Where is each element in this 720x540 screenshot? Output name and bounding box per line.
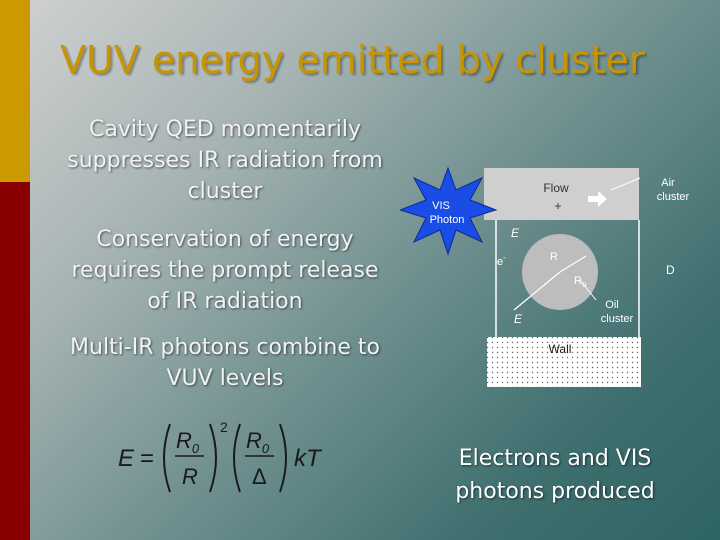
vis-label: VIS: [432, 200, 450, 212]
eq-lhs: E: [118, 445, 135, 472]
bullet-conservation: Conservation of energy requires the prompt release of IR radiation: [71, 227, 379, 314]
air-label: Air: [661, 177, 675, 189]
cluster-diagram: [400, 160, 700, 400]
bullet-multi-ir: Multi-IR photons combine to VUV levels: [70, 335, 380, 391]
gold-accent-bar: [0, 0, 30, 182]
slide-title: VUV energy emitted by cluster: [60, 38, 645, 82]
flow-plus-label: +: [554, 199, 562, 213]
svg-text:R0: $R_0$: [176, 428, 200, 456]
photon-label: Photon: [429, 214, 465, 226]
red-accent-bar: [0, 182, 30, 540]
eq-kt: kT: [294, 445, 321, 472]
oil-cluster-label: cluster: [600, 313, 634, 325]
flow-label: Flow: [543, 181, 569, 195]
eq-exponent: 2: [220, 419, 228, 435]
distance-d-label: D: [666, 263, 675, 277]
eq-delta: Δ: [252, 464, 267, 489]
caption-electrons-photons: Electrons and VIS photons produced: [455, 446, 655, 504]
eq-r-denominator: R: [182, 464, 198, 489]
electron-label: e-: [497, 253, 506, 268]
field-e-top-label: E: [511, 226, 520, 240]
air-cluster-label: cluster: [656, 191, 690, 203]
radius-r0-label: $R_o$: [574, 275, 587, 289]
bullet-cavity-qed: Cavity QED momentarily suppresses IR radiation from cluster: [67, 117, 383, 204]
field-e-bottom-label: E: [514, 312, 523, 326]
wall-label: Wall: [548, 342, 572, 356]
eq-equals: =: [140, 445, 155, 472]
energy-equation: [112, 418, 332, 498]
oil-label: Oil: [605, 299, 619, 311]
svg-text:R0: $R_0$: [246, 428, 270, 456]
radius-r-label: R: [550, 251, 558, 263]
